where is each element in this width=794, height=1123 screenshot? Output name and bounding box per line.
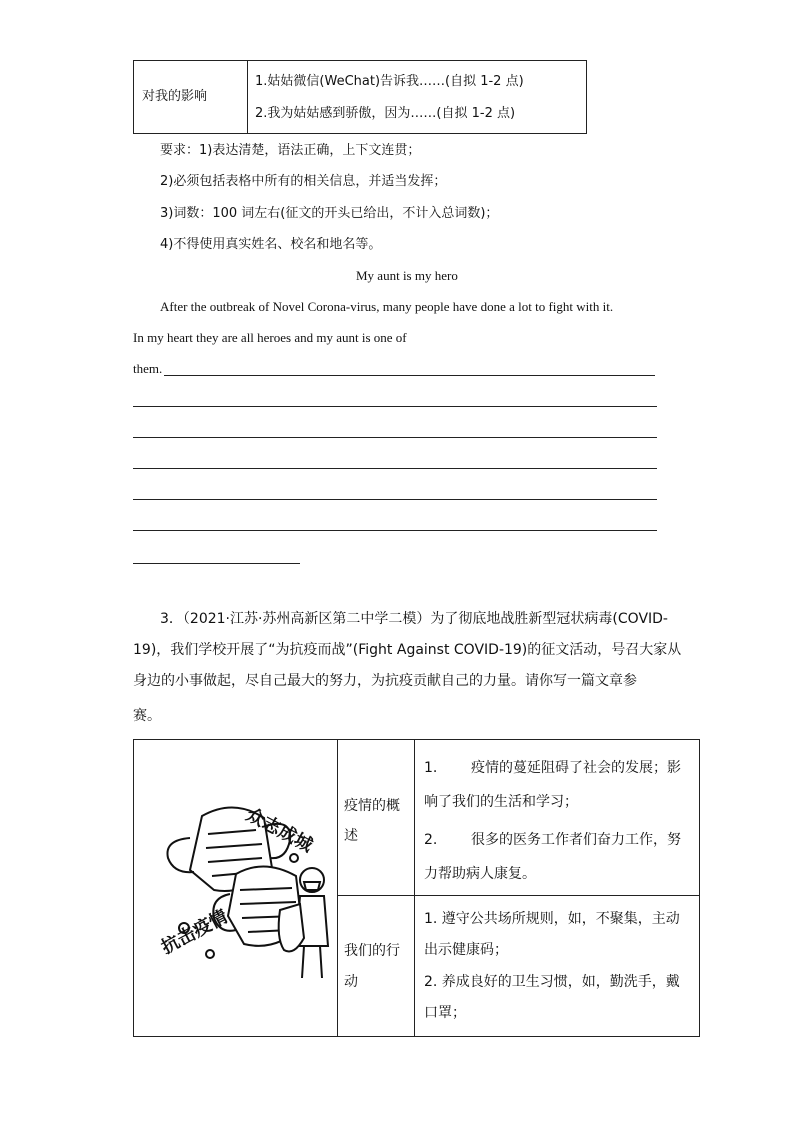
writing-line xyxy=(133,437,657,438)
illustration-slogan-left: 抗击疫情 xyxy=(157,906,232,959)
requirement-2: 2)必须包括表格中所有的相关信息，并适当发挥； xyxy=(160,174,447,189)
essay-line-1: After the outbreak of Novel Corona-virus, many people have done a lot to fight with it. xyxy=(160,299,614,314)
overview-item-2-number: 2. xyxy=(424,832,438,848)
overview-item-2-line-a: 很多的医务工作者们奋力工作，努 xyxy=(471,832,681,848)
requirement-3: 3)词数：100 词左右(征文的开头已给出，不计入总词数)； xyxy=(160,206,499,221)
overview-item-1-line-a: 疫情的蔓延阻碍了社会的发展；影 xyxy=(471,760,681,776)
impact-table xyxy=(133,60,587,134)
overview-item-1-number: 1. xyxy=(424,760,438,776)
q3-line-3: 身边的小事做起，尽自己最大的努力，为抗疫贡献自己的力量。请你写一篇文章参 xyxy=(133,673,637,689)
writing-line xyxy=(164,375,655,376)
writing-line xyxy=(133,468,657,469)
writing-line xyxy=(133,406,657,407)
action-item-2-line-a: 2. 养成良好的卫生习惯，如，勤洗手，戴 xyxy=(424,974,680,990)
writing-line xyxy=(133,530,657,531)
actions-label-b: 动 xyxy=(344,974,358,990)
impact-item-1: 1.姑姑微信(WeChat)告诉我……(自拟 1-2 点) xyxy=(255,74,524,89)
action-item-1-line-b: 出示健康码； xyxy=(424,942,508,958)
impact-label: 对我的影响 xyxy=(142,89,208,104)
illustration-slogan-top: 众志成城 xyxy=(242,804,317,857)
impact-item-2: 2.我为姑姑感到骄傲，因为……(自拟 1-2 点) xyxy=(255,106,516,121)
overview-label-b: 述 xyxy=(344,828,358,844)
q3-line-1: 3．（2021·江苏·苏州高新区第二中学二模）为了彻底地战胜新型冠状病毒(COVID- xyxy=(160,611,668,627)
action-item-1-line-a: 1. 遵守公共场所规则，如，不聚集，主动 xyxy=(424,911,680,927)
overview-item-1-line-b: 响了我们的生活和学习； xyxy=(424,794,578,810)
q3-line-4: 赛。 xyxy=(133,708,161,724)
info-table xyxy=(133,739,700,1037)
requirement-4: 4)不得使用真实姓名、校名和地名等。 xyxy=(160,237,382,252)
anti-epidemic-illustration xyxy=(144,778,334,983)
action-item-2-line-b: 口罩； xyxy=(424,1005,466,1021)
q3-line-2: 19)，我们学校开展了“为抗疫而战”(Fight Against COVID-19)的征文活动，号召大家从 xyxy=(133,642,682,658)
actions-label-a: 我们的行 xyxy=(344,943,400,959)
overview-label-a: 疫情的概 xyxy=(344,798,400,814)
overview-item-2-line-b: 力帮助病人康复。 xyxy=(424,866,536,882)
essay-line-2: In my heart they are all heroes and my aunt is one of xyxy=(133,330,407,345)
writing-line xyxy=(133,563,300,564)
essay-line-3: them. xyxy=(133,361,163,376)
requirement-1: 要求：1)表达清楚，语法正确，上下文连贯； xyxy=(160,143,421,158)
writing-line xyxy=(133,499,657,500)
essay-title: My aunt is my hero xyxy=(356,268,458,283)
